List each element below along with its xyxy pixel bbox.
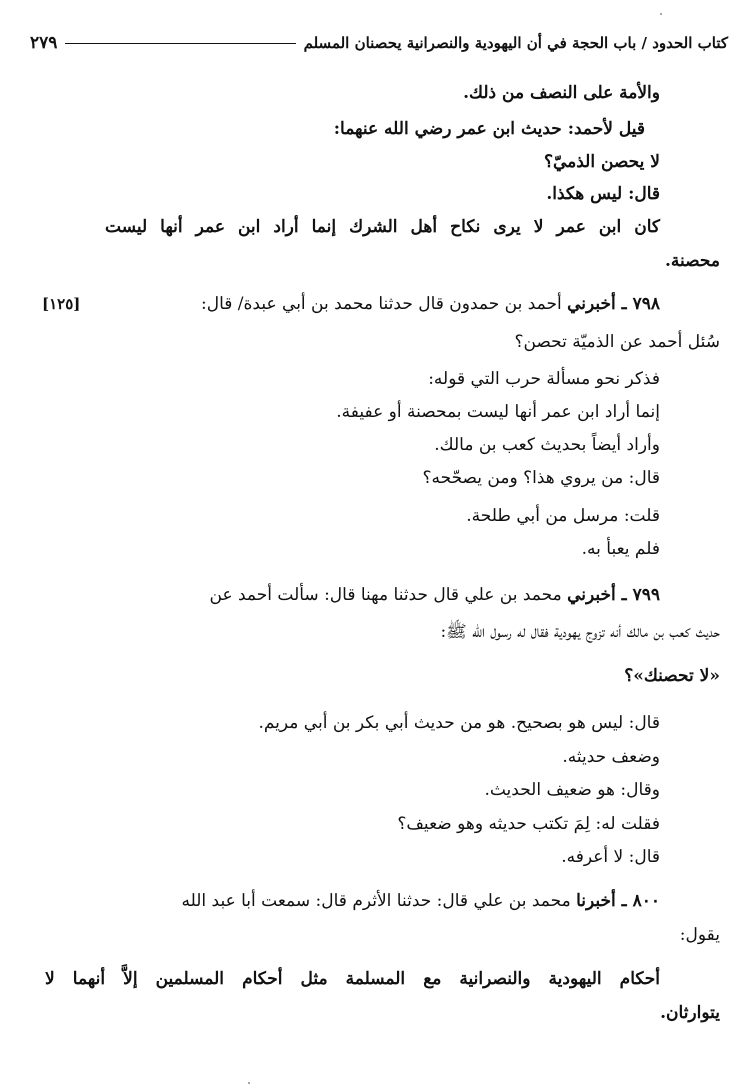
reference-marker: [١٢٥] (42, 295, 81, 313)
text-line: «لا تحصنك»؟ (624, 666, 720, 686)
text-line: قيل لأحمد: حديث ابن عمر رضي الله عنهما: (333, 119, 645, 139)
text-line: قال: لا أعرفه. (561, 847, 660, 867)
hadith-number-798: ٧٩٨ ـ أخبرني (567, 294, 660, 314)
running-header (22, 32, 728, 54)
text-line: إنما أراد ابن عمر أنها ليست بمحصنة أو عفيفة. (336, 402, 660, 422)
hadith-799-line (210, 582, 661, 608)
text-line: كان ابن عمر لا يرى نكاح أهل الشرك إنما أراد ابن عمر أنها ليست (105, 217, 660, 237)
hadith-number-799: ٧٩٩ ـ أخبرني (567, 585, 660, 605)
text-line: محصنة. (665, 251, 720, 271)
text-line: قال: من يروي هذا؟ ومن يصحّحه؟ (422, 468, 660, 488)
text-line: لا يحصن الذميّ؟ (543, 152, 660, 172)
text-line: أحكام اليهودية والنصرانية مع المسلمة مثل أحكام المسلمين إلاَّ أنهما لا (45, 969, 660, 989)
text-line: وقال: هو ضعيف الحديث. (484, 780, 660, 800)
hadith-800-line (181, 888, 660, 914)
text-line: حديث كعب بن مالك أنه تزوج يهودية فقال له رسول الله ﷺ: (440, 622, 720, 642)
text-line: قال: ليس هو بصحيح. هو من حديث أبي بكر بن أبي مريم. (258, 713, 660, 733)
text-line: فلم يعبأ به. (581, 539, 660, 559)
text-line: سُئل أحمد عن الذميّة تحصن؟ (514, 332, 720, 352)
scan-speck (660, 13, 662, 15)
text-line: وضعف حديثه. (562, 747, 660, 767)
text-line: وأراد أيضاً بحديث كعب بن مالك. (434, 435, 660, 455)
header-rule (65, 43, 295, 44)
text-line: يتوارثان. (660, 1003, 720, 1023)
text-line: قلت: مرسل من أبي طلحة. (466, 506, 660, 526)
scan-speck (248, 1082, 250, 1084)
isnad-text: محمد بن علي قال: حدثنا الأثرم قال: سمعت أبا عبد الله (181, 891, 571, 911)
isnad-text: محمد بن علي قال حدثنا مهنا قال: سألت أحمد عن (209, 585, 562, 605)
page-number: ٢٧٩ (30, 33, 58, 53)
text-line: قال: ليس هكذا. (546, 184, 660, 204)
hadith-798-line (201, 291, 660, 317)
text-line: فقلت له: لِمَ تكتب حديثه وهو ضعيف؟ (397, 814, 660, 834)
isnad-text: أحمد بن حمدون قال حدثنا محمد بن أبي عبدة/ قال: (201, 294, 562, 314)
header-title: كتاب الحدود / باب الحجة في أن اليهودية والنصرانية يحصنان المسلم (303, 34, 728, 52)
text-line: يقول: (679, 925, 720, 945)
hadith-number-800: ٨٠٠ ـ أخبرنا (576, 891, 660, 911)
text-line: والأمة على النصف من ذلك. (463, 83, 660, 103)
text-line: فذكر نحو مسألة حرب التي قوله: (428, 369, 660, 389)
